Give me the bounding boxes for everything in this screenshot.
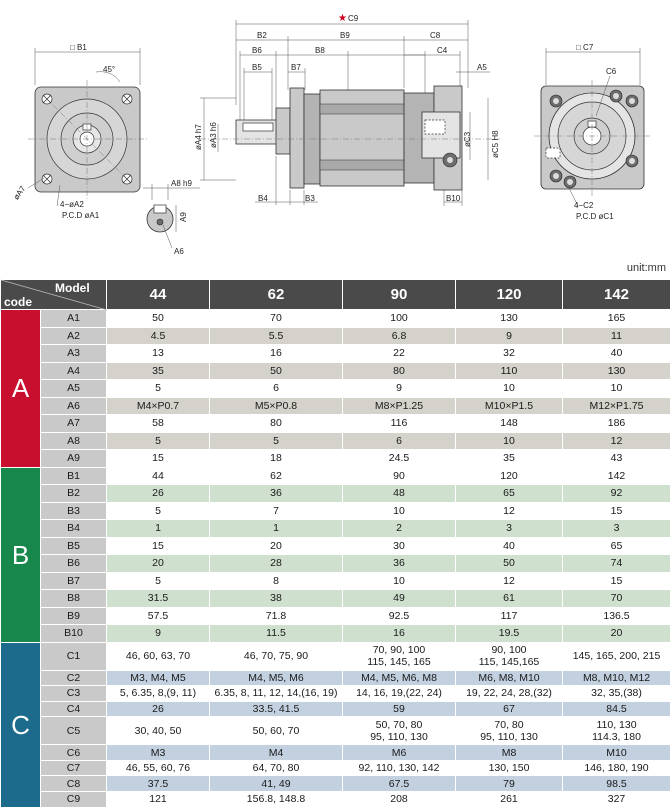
row-code: A9 bbox=[41, 450, 107, 468]
label-b2: B2 bbox=[257, 31, 267, 40]
table-cell: M4×P0.7 bbox=[107, 397, 210, 415]
table-cell: 165 bbox=[563, 310, 671, 328]
row-code: C9 bbox=[41, 792, 107, 808]
label-angle: 45° bbox=[103, 65, 116, 74]
label-b8: B8 bbox=[315, 46, 325, 55]
table-cell: 22 bbox=[343, 345, 456, 363]
table-cell: 92, 110, 130, 142 bbox=[343, 760, 456, 776]
table-row bbox=[1, 670, 671, 686]
row-code: B3 bbox=[41, 502, 107, 520]
table-cell: 121 bbox=[107, 792, 210, 808]
table-cell: 80 bbox=[343, 362, 456, 380]
table-cell: 3 bbox=[456, 520, 563, 538]
table-cell: 84.5 bbox=[563, 701, 671, 717]
side-view bbox=[194, 13, 500, 206]
row-code: C5 bbox=[41, 717, 107, 745]
row-code: C2 bbox=[41, 670, 107, 686]
table-cell: 5, 6.35, 8,(9, 11) bbox=[107, 686, 210, 702]
table-cell: 5.5 bbox=[210, 327, 343, 345]
row-code: A2 bbox=[41, 327, 107, 345]
table-row bbox=[1, 717, 671, 745]
table-cell: 61 bbox=[456, 590, 563, 608]
table-row bbox=[1, 701, 671, 717]
table-cell: 327 bbox=[563, 792, 671, 808]
row-code: C6 bbox=[41, 745, 107, 761]
table-cell: 90, 100 115, 145,165 bbox=[456, 642, 563, 670]
table-row bbox=[1, 415, 671, 433]
label-a4: øA4 h7 bbox=[194, 124, 203, 150]
front-view-input bbox=[534, 43, 651, 221]
table-cell: 5 bbox=[107, 432, 210, 450]
table-row bbox=[1, 450, 671, 468]
table-cell: 116 bbox=[343, 415, 456, 433]
table-cell: 130 bbox=[456, 310, 563, 328]
table-cell: 70 bbox=[210, 310, 343, 328]
table-cell: 20 bbox=[107, 555, 210, 573]
table-cell: 92.5 bbox=[343, 607, 456, 625]
table-cell: 40 bbox=[563, 345, 671, 363]
table-cell: 142 bbox=[563, 467, 671, 485]
row-code: C7 bbox=[41, 760, 107, 776]
table-cell: 15 bbox=[107, 537, 210, 555]
table-cell: 18 bbox=[210, 450, 343, 468]
table-cell: 24.5 bbox=[343, 450, 456, 468]
row-code: A7 bbox=[41, 415, 107, 433]
table-cell: 64, 70, 80 bbox=[210, 760, 343, 776]
table-cell: 50, 70, 80 95, 110, 130 bbox=[343, 717, 456, 745]
row-code: C4 bbox=[41, 701, 107, 717]
table-row bbox=[1, 537, 671, 555]
table-cell: 15 bbox=[107, 450, 210, 468]
table-cell: 48 bbox=[343, 485, 456, 503]
table-cell: 130 bbox=[563, 362, 671, 380]
label-a5: A5 bbox=[477, 63, 487, 72]
label-pcd-a1: P.C.D øA1 bbox=[62, 211, 100, 220]
table-cell: 10 bbox=[456, 380, 563, 398]
table-row bbox=[1, 760, 671, 776]
row-code: A6 bbox=[41, 397, 107, 415]
table-row bbox=[1, 590, 671, 608]
table-cell: 71.8 bbox=[210, 607, 343, 625]
table-cell: 100 bbox=[343, 310, 456, 328]
table-cell: 50, 60, 70 bbox=[210, 717, 343, 745]
table-cell: 43 bbox=[563, 450, 671, 468]
label-b7: B7 bbox=[291, 63, 301, 72]
label-holes-c2: 4−C2 bbox=[574, 201, 594, 210]
table-header-row bbox=[1, 280, 671, 310]
row-code: B6 bbox=[41, 555, 107, 573]
table-body bbox=[1, 310, 671, 808]
table-cell: 7 bbox=[210, 502, 343, 520]
table-cell: 33.5, 41.5 bbox=[210, 701, 343, 717]
table-cell: 70, 80 95, 110, 130 bbox=[456, 717, 563, 745]
table-cell: 50 bbox=[456, 555, 563, 573]
table-cell: M8×P1.25 bbox=[343, 397, 456, 415]
table-cell: 67.5 bbox=[343, 776, 456, 792]
table-cell: M3 bbox=[107, 745, 210, 761]
table-row bbox=[1, 432, 671, 450]
table-cell: 11.5 bbox=[210, 625, 343, 643]
table-cell: M5×P0.8 bbox=[210, 397, 343, 415]
label-b6: B6 bbox=[252, 46, 262, 55]
table-cell: 35 bbox=[107, 362, 210, 380]
table-cell: 70 bbox=[563, 590, 671, 608]
table-cell: 26 bbox=[107, 701, 210, 717]
label-c6: C6 bbox=[606, 67, 617, 76]
key-detail bbox=[143, 179, 200, 256]
row-code: B10 bbox=[41, 625, 107, 643]
table-row bbox=[1, 776, 671, 792]
row-code: B8 bbox=[41, 590, 107, 608]
table-cell: 261 bbox=[456, 792, 563, 808]
table-cell: 70, 90, 100 115, 145, 165 bbox=[343, 642, 456, 670]
label-pcd-c1: P.C.D øC1 bbox=[576, 212, 614, 221]
table-cell: 14, 16, 19,(22, 24) bbox=[343, 686, 456, 702]
table-cell: 9 bbox=[107, 625, 210, 643]
table-cell: 67 bbox=[456, 701, 563, 717]
table-cell: 8 bbox=[210, 572, 343, 590]
row-code: C3 bbox=[41, 686, 107, 702]
table-cell: 19, 22, 24, 28,(32) bbox=[456, 686, 563, 702]
table-cell: 13 bbox=[107, 345, 210, 363]
table-cell: 9 bbox=[343, 380, 456, 398]
label-c8: C8 bbox=[430, 31, 441, 40]
table-cell: 136.5 bbox=[563, 607, 671, 625]
table-cell: 37.5 bbox=[107, 776, 210, 792]
table-cell: 62 bbox=[210, 467, 343, 485]
row-code: B2 bbox=[41, 485, 107, 503]
table-cell: 120 bbox=[456, 467, 563, 485]
front-view-output bbox=[12, 43, 147, 220]
table-cell: 46, 70, 75, 90 bbox=[210, 642, 343, 670]
table-cell: 6.8 bbox=[343, 327, 456, 345]
label-b5: B5 bbox=[252, 63, 262, 72]
table-row bbox=[1, 607, 671, 625]
table-cell: 208 bbox=[343, 792, 456, 808]
row-code: B5 bbox=[41, 537, 107, 555]
table-cell: 146, 180, 190 bbox=[563, 760, 671, 776]
table-cell: 58 bbox=[107, 415, 210, 433]
table-cell: M8, M10, M12 bbox=[563, 670, 671, 686]
table-cell: M3, M4, M5 bbox=[107, 670, 210, 686]
table-cell: 65 bbox=[456, 485, 563, 503]
table-cell: 10 bbox=[563, 380, 671, 398]
table-cell: 1 bbox=[210, 520, 343, 538]
table-cell: 148 bbox=[456, 415, 563, 433]
table-cell: 5 bbox=[107, 380, 210, 398]
table-cell: 15 bbox=[563, 572, 671, 590]
table-cell: M10 bbox=[563, 745, 671, 761]
group-label-a: A bbox=[1, 310, 41, 468]
spec-table bbox=[0, 279, 670, 808]
table-cell: 38 bbox=[210, 590, 343, 608]
label-c4: C4 bbox=[437, 46, 448, 55]
table-cell: 20 bbox=[563, 625, 671, 643]
table-cell: 30, 40, 50 bbox=[107, 717, 210, 745]
label-a6: A6 bbox=[174, 247, 184, 256]
row-code: A3 bbox=[41, 345, 107, 363]
table-cell: 10 bbox=[456, 432, 563, 450]
table-row bbox=[1, 520, 671, 538]
table-cell: 50 bbox=[107, 310, 210, 328]
row-code: A8 bbox=[41, 432, 107, 450]
table-cell: 110 bbox=[456, 362, 563, 380]
table-cell: M6 bbox=[343, 745, 456, 761]
label-c5: øC5 H8 bbox=[491, 130, 500, 158]
table-cell: 6.35, 8, 11, 12, 14,(16, 19) bbox=[210, 686, 343, 702]
table-row bbox=[1, 345, 671, 363]
row-code: C1 bbox=[41, 642, 107, 670]
table-cell: 65 bbox=[563, 537, 671, 555]
table-cell: 145, 165, 200, 215 bbox=[563, 642, 671, 670]
table-cell: 90 bbox=[343, 467, 456, 485]
table-cell: M4, M5, M6 bbox=[210, 670, 343, 686]
table-cell: 10 bbox=[343, 572, 456, 590]
header-corner bbox=[1, 280, 107, 310]
label-b9: B9 bbox=[340, 31, 350, 40]
table-row bbox=[1, 362, 671, 380]
table-row bbox=[1, 745, 671, 761]
header-model-44: 44 bbox=[107, 280, 210, 310]
table-cell: 6 bbox=[210, 380, 343, 398]
table-cell: 74 bbox=[563, 555, 671, 573]
table-cell: 2 bbox=[343, 520, 456, 538]
label-b10: B10 bbox=[446, 194, 461, 203]
table-row bbox=[1, 555, 671, 573]
table-row bbox=[1, 397, 671, 415]
table-row bbox=[1, 467, 671, 485]
table-cell: 59 bbox=[343, 701, 456, 717]
table-row bbox=[1, 572, 671, 590]
group-label-c: C bbox=[1, 642, 41, 807]
table-row bbox=[1, 502, 671, 520]
table-cell: 41, 49 bbox=[210, 776, 343, 792]
label-c3: øC3 bbox=[463, 131, 472, 147]
table-cell: 130, 150 bbox=[456, 760, 563, 776]
row-code: C8 bbox=[41, 776, 107, 792]
table-row bbox=[1, 327, 671, 345]
table-cell: 26 bbox=[107, 485, 210, 503]
table-cell: 156.8, 148.8 bbox=[210, 792, 343, 808]
table-cell: 186 bbox=[563, 415, 671, 433]
table-cell: M4 bbox=[210, 745, 343, 761]
table-cell: 110, 130 114.3, 180 bbox=[563, 717, 671, 745]
table-cell: 40 bbox=[456, 537, 563, 555]
table-cell: 49 bbox=[343, 590, 456, 608]
table-cell: M10×P1.5 bbox=[456, 397, 563, 415]
svg-text:★: ★ bbox=[338, 13, 347, 24]
table-cell: 50 bbox=[210, 362, 343, 380]
table-cell: 32, 35,(38) bbox=[563, 686, 671, 702]
header-model-90: 90 bbox=[343, 280, 456, 310]
table-cell: 46, 60, 63, 70 bbox=[107, 642, 210, 670]
table-cell: M6, M8, M10 bbox=[456, 670, 563, 686]
table-cell: M4, M5, M6, M8 bbox=[343, 670, 456, 686]
header-model-62: 62 bbox=[210, 280, 343, 310]
table-cell: 28 bbox=[210, 555, 343, 573]
table-row bbox=[1, 485, 671, 503]
table-cell: 80 bbox=[210, 415, 343, 433]
table-cell: 20 bbox=[210, 537, 343, 555]
label-a9: A9 bbox=[179, 212, 188, 222]
table-cell: 44 bbox=[107, 467, 210, 485]
row-code: B1 bbox=[41, 467, 107, 485]
table-cell: 12 bbox=[456, 502, 563, 520]
table-cell: 19.5 bbox=[456, 625, 563, 643]
row-code: A5 bbox=[41, 380, 107, 398]
header-model-120: 120 bbox=[456, 280, 563, 310]
table-cell: 10 bbox=[343, 502, 456, 520]
label-b3: B3 bbox=[305, 194, 315, 203]
table-row bbox=[1, 310, 671, 328]
table-cell: 79 bbox=[456, 776, 563, 792]
table-cell: 9 bbox=[456, 327, 563, 345]
table-cell: 117 bbox=[456, 607, 563, 625]
table-row bbox=[1, 792, 671, 808]
table-cell: 30 bbox=[343, 537, 456, 555]
label-a7: øA7 bbox=[11, 184, 28, 202]
table-cell: 5 bbox=[210, 432, 343, 450]
table-cell: 32 bbox=[456, 345, 563, 363]
header-model-142: 142 bbox=[563, 280, 671, 310]
table-cell: 57.5 bbox=[107, 607, 210, 625]
label-c7: □ C7 bbox=[576, 43, 594, 52]
table-row bbox=[1, 642, 671, 670]
label-b1: □ B1 bbox=[70, 43, 87, 52]
dimension-drawing bbox=[0, 0, 670, 262]
table-cell: 98.5 bbox=[563, 776, 671, 792]
table-cell: 35 bbox=[456, 450, 563, 468]
row-code: B4 bbox=[41, 520, 107, 538]
label-b4: B4 bbox=[258, 194, 268, 203]
table-cell: 6 bbox=[343, 432, 456, 450]
table-cell: 36 bbox=[210, 485, 343, 503]
label-a3: øA3 h6 bbox=[209, 122, 218, 148]
table-cell: 4.5 bbox=[107, 327, 210, 345]
table-row bbox=[1, 625, 671, 643]
table-cell: 5 bbox=[107, 572, 210, 590]
header-code-label: code bbox=[4, 295, 33, 309]
unit-label: unit:mm bbox=[626, 262, 666, 274]
table-cell: 16 bbox=[343, 625, 456, 643]
table-cell: 16 bbox=[210, 345, 343, 363]
row-code: A1 bbox=[41, 310, 107, 328]
table-row bbox=[1, 380, 671, 398]
table-cell: 3 bbox=[563, 520, 671, 538]
row-code: B7 bbox=[41, 572, 107, 590]
header-model-label: Model bbox=[55, 281, 90, 295]
label-a8: A8 h9 bbox=[171, 179, 192, 188]
row-code: B9 bbox=[41, 607, 107, 625]
table-cell: 12 bbox=[456, 572, 563, 590]
table-cell: 92 bbox=[563, 485, 671, 503]
table-row bbox=[1, 686, 671, 702]
table-cell: M12×P1.75 bbox=[563, 397, 671, 415]
table-cell: 12 bbox=[563, 432, 671, 450]
label-c9: C9 bbox=[348, 14, 359, 23]
table-cell: 5 bbox=[107, 502, 210, 520]
table-cell: 11 bbox=[563, 327, 671, 345]
table-cell: 15 bbox=[563, 502, 671, 520]
table-cell: 46, 55, 60, 76 bbox=[107, 760, 210, 776]
table-cell: 1 bbox=[107, 520, 210, 538]
table-cell: 31.5 bbox=[107, 590, 210, 608]
group-label-b: B bbox=[1, 467, 41, 642]
row-code: A4 bbox=[41, 362, 107, 380]
table-cell: 36 bbox=[343, 555, 456, 573]
label-holes-a2: 4−øA2 bbox=[60, 200, 84, 209]
table-cell: M8 bbox=[456, 745, 563, 761]
